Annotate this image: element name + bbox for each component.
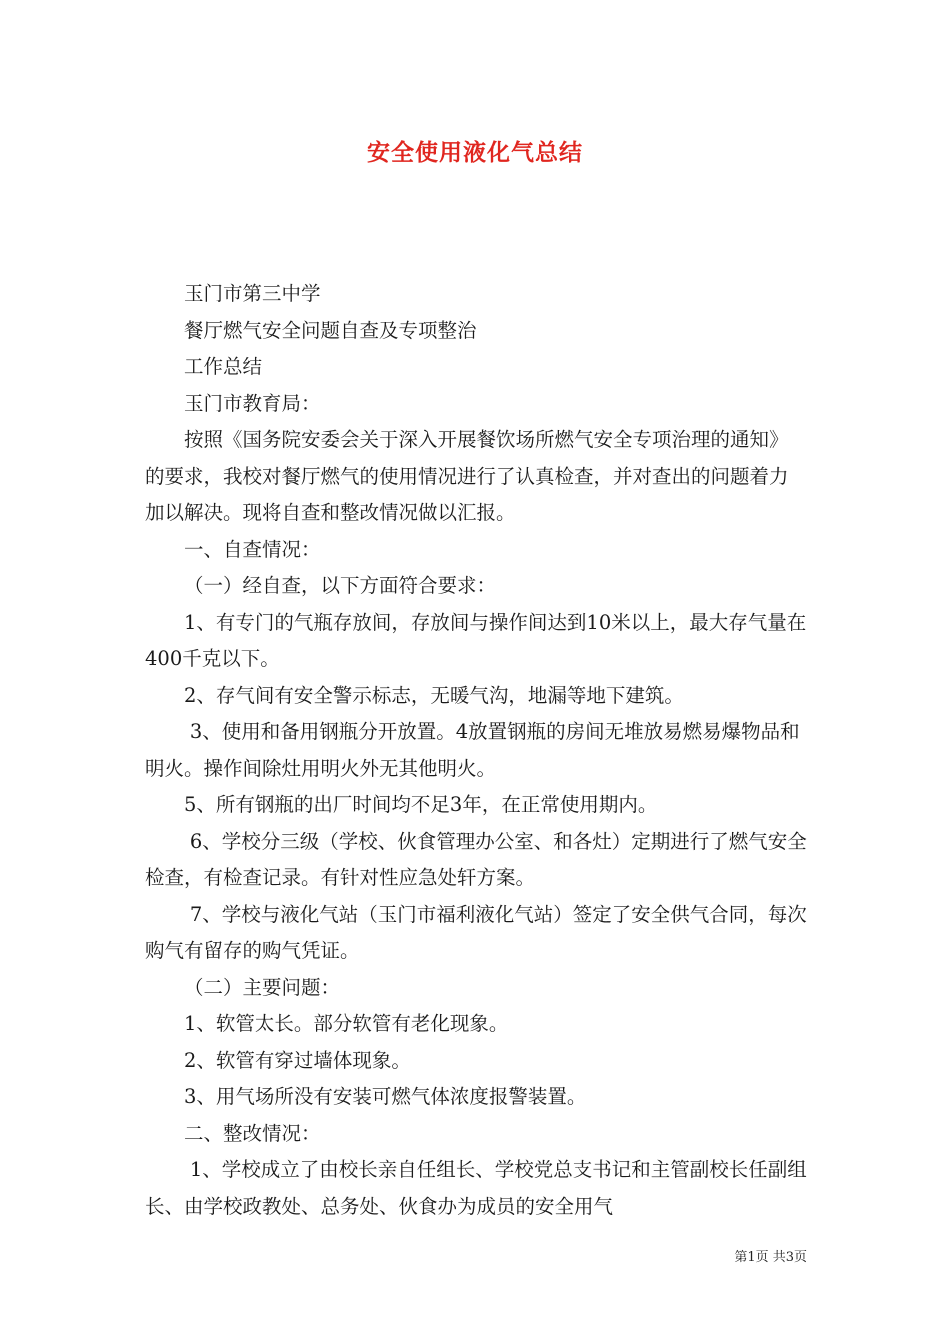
paragraph-school-name: 玉门市第三中学: [184, 282, 321, 305]
heading-self-check: 一、自查情况：: [184, 537, 321, 561]
rectification-item-1: 1、学校成立了由校长亲自任组长、学校党总支书记和主管副校长任副组长、由学校政教处、总务处、伙食办为成员的安全用气: [145, 1158, 807, 1218]
list-item-1: 1、有专门的气瓶存放间，存放间与操作间达到10米以上，最大存气量在400千克以下。: [145, 610, 807, 670]
paragraph-recipient: 玉门市教育局：: [184, 391, 321, 415]
document-body: [145, 276, 807, 1225]
paragraph-report-type: 工作总结: [184, 355, 263, 378]
document-title: 安全使用液化气总结: [367, 139, 583, 166]
list-item-7: 7、学校与液化气站（玉门市福利液化气站）签定了安全供气合同，每次购气有留存的购气凭证。: [145, 902, 807, 962]
problem-item-3: 3、用气场所没有安装可燃气体浓度报警装置。: [184, 1085, 587, 1108]
paragraph-intro: 按照《国务院安委会关于深入开展餐饮场所燃气安全专项治理的通知》的要求，我校对餐厅燃气的使用情况进行了认真检查，并对查出的问题着力加以解决。现将自查和整改情况做以汇报。: [145, 428, 789, 524]
list-item-3: 3、使用和备用钢瓶分开放置。4放置钢瓶的房间无堆放易燃易爆物品和明火。操作间除灶用明火外无其他明火。: [145, 720, 800, 780]
subheading-problems: （二）主要问题：: [184, 975, 341, 999]
subheading-compliant: （一）经自查，以下方面符合要求：: [184, 574, 497, 597]
list-item-6: 6、学校分三级（学校、伙食管理办公室、和各灶）定期进行了燃气安全检查，有检查记录。有针对性应急处轩方案。: [145, 829, 807, 889]
problem-item-1: 1、软管太长。部分软管有老化现象。: [184, 1012, 509, 1035]
heading-rectification: 二、整改情况：: [184, 1121, 321, 1145]
paragraph-subject: 餐厅燃气安全问题自查及专项整治: [184, 318, 477, 342]
list-item-5: 5、所有钢瓶的出厂时间均不足3年，在正常使用期内。: [184, 793, 658, 816]
problem-item-2: 2、软管有穿过墙体现象。: [184, 1048, 411, 1072]
list-item-2: 2、存气间有安全警示标志，无暖气沟，地漏等地下建筑。: [184, 683, 684, 707]
page-number: 第1页 共3页: [734, 1250, 807, 1265]
